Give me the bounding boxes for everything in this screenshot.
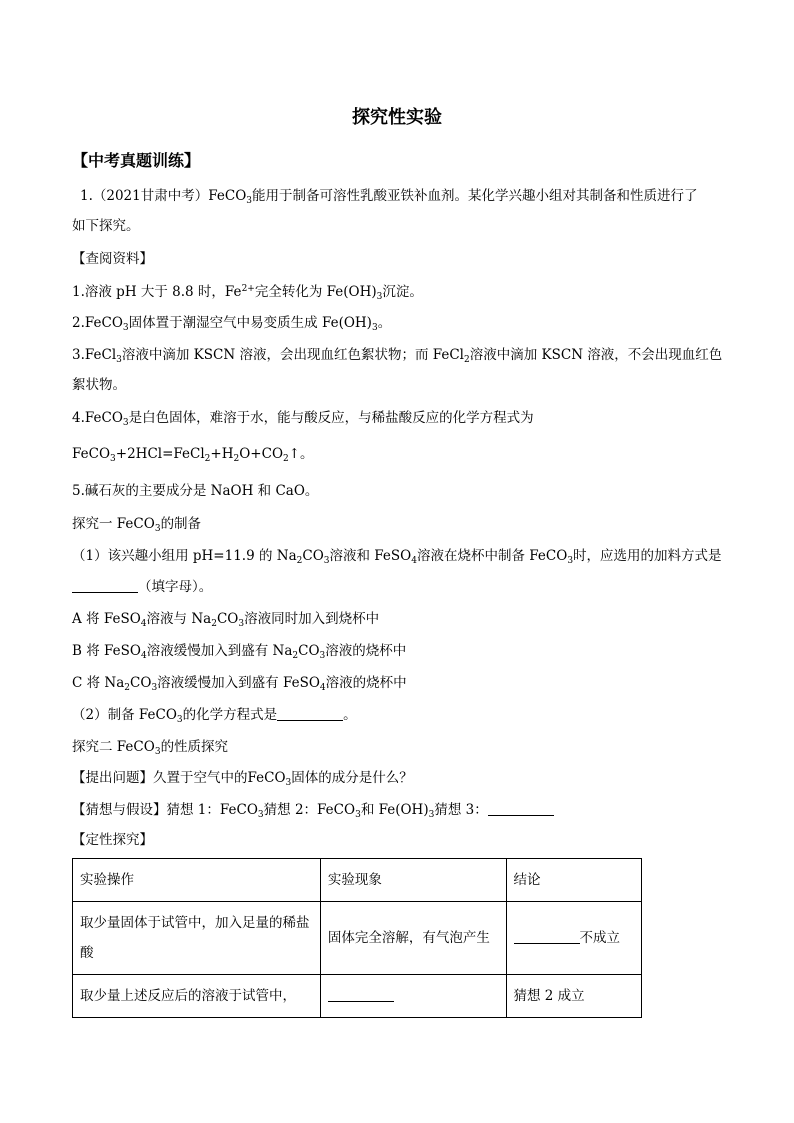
reference-5: 5.碱石灰的主要成分是 NaOH 和 CaO。 [72, 483, 319, 499]
table-row [73, 902, 642, 975]
option-b: B 将 FeSO$_4$溶液缓慢加入到盛有 $Na_2CO_3$溶液的烧杯中 [72, 643, 407, 661]
part-1-question: （1）该兴趣小组用 pH=11.9 的 $Na_2CO_3$溶液和 FeSO$_4$溶液在烧杯中制备 FeCO$_3$时，应选用的加料方式是 [72, 548, 722, 566]
row2-operation: 取少量上述反应后的溶液于试管中， [73, 975, 321, 1018]
question-statement: 【提出问题】久置于空气中的FeCO$_3$固体的成分是什么？ [72, 770, 413, 788]
table-header-row [73, 859, 642, 902]
explore-1-heading: 探究一 FeCO$_3$的制备 [72, 516, 202, 534]
part-1-question-cont: （填字母）。 [72, 577, 212, 597]
reaction-equation: $FeCO_3+2HCl=FeCl_2+H_2O+CO_2↑$。 [72, 446, 314, 464]
option-a: A 将 FeSO$_4$溶液与 $Na_2CO_3$溶液同时加入到烧杯中 [72, 611, 380, 629]
row2-conclusion: 猜想 2 成立 [506, 975, 642, 1018]
answer-blank[interactable] [514, 929, 580, 944]
reference-3: 3.FeCl$_3$溶液中滴加 KSCN 溶液，会出现血红色絮状物；而 FeCl$_2$溶液中滴加 KSCN 溶液，不会出现血红色 [72, 347, 723, 365]
section-heading: 【中考真题训练】 [72, 151, 201, 170]
reference-3-cont: 絮状物。 [72, 377, 126, 393]
answer-blank[interactable] [277, 706, 343, 721]
question-1-intro: 1.（2021甘肃中考）FeCO$_3$能用于制备可溶性乳酸亚铁补血剂。某化学兴趣小组对其制备和性质进行了 [80, 188, 698, 206]
row1-phenomenon: 固体完全溶解，有气泡产生 [320, 902, 506, 975]
explore-2-heading: 探究二 FeCO$_3$的性质探究 [72, 739, 229, 757]
reference-1: 1.溶液 pH 大于 8.8 时，$Fe^{2+}$完全转化为 $Fe(OH)_3$沉淀。 [72, 284, 423, 302]
row1-conclusion: 不成立 [506, 902, 642, 975]
answer-blank[interactable] [328, 987, 394, 1002]
answer-blank[interactable] [488, 801, 554, 816]
lookup-heading: 【查阅资料】 [72, 251, 153, 267]
question-1-intro-cont: 如下探究。 [72, 218, 140, 234]
page-title: 探究性实验 [352, 107, 442, 128]
header-operation: 实验操作 [73, 859, 321, 902]
table-row [73, 975, 642, 1018]
qualitative-heading: 【定性探究】 [72, 832, 153, 848]
row1-operation: 取少量固体于试管中，加入足量的稀盐酸 [73, 902, 321, 975]
option-c: C 将 $Na_2CO_3$溶液缓慢加入到盛有 FeSO$_4$溶液的烧杯中 [72, 675, 407, 693]
row2-phenomenon [320, 975, 506, 1018]
part-2-question: （2）制备 FeCO$_3$的化学方程式是 。 [72, 707, 357, 725]
answer-blank[interactable] [72, 578, 138, 593]
reference-2: 2.FeCO$_3$固体置于潮湿空气中易变质生成 $Fe(OH)_3$。 [72, 315, 392, 333]
header-conclusion: 结论 [506, 859, 642, 902]
experiment-table [72, 858, 642, 1018]
reference-4: 4.FeCO$_3$是白色固体，难溶于水，能与酸反应，与稀盐酸反应的化学方程式为 [72, 410, 534, 428]
header-phenomenon: 实验现象 [320, 859, 506, 902]
hypotheses: 【猜想与假设】猜想 1：FeCO$_3$猜想 2：FeCO$_3$和 $Fe(OH)_3$猜想 3： [72, 800, 554, 820]
